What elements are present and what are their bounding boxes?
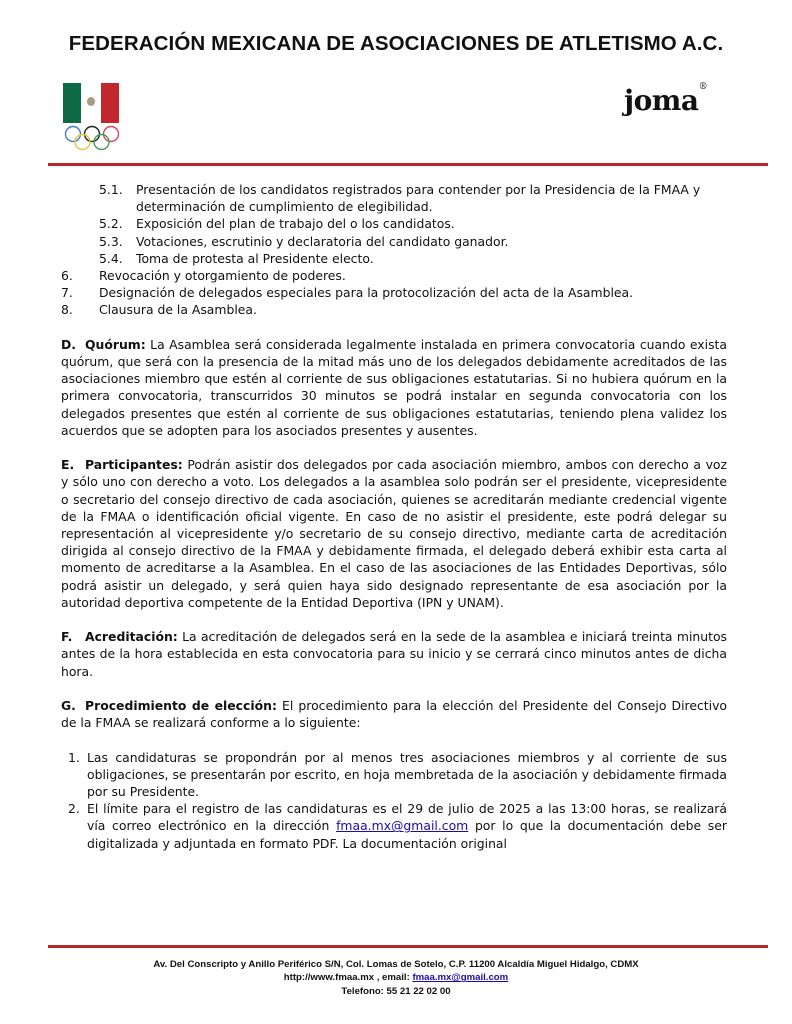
list-item: 1. Las candidaturas se propondrán por al menos tres asociaciones miembros y al corriente de sus obligaciones, se presentarán por escrito, en hoja membretada de la asociación y debidamente firmada por su Presidente. — [68, 749, 727, 800]
olympic-rings-icon — [63, 124, 121, 152]
list-item: 5.2. Exposición del plan de trabajo del o los candidatos. — [99, 216, 455, 232]
footer-phone: Telefono: 55 21 22 02 00 — [341, 985, 451, 997]
section-acreditacion: F. Acreditación: La acreditación de delegados será en la sede de la asamblea e iniciará treinta minutos antes de la hora establecida en esta convocatoria para su inicio y se cerrará cinco minutos antes de dicha hora. — [61, 629, 727, 679]
joma-logo: joma® — [624, 82, 708, 117]
footer-email-link[interactable]: fmaa.mx@gmail.com — [412, 972, 509, 984]
header-divider — [48, 163, 768, 166]
procedure-list — [61, 749, 727, 852]
list-item: 2. El límite para el registro de las candidaturas es el 29 de julio de 2025 a las 13:00 horas, se realizará vía correo electrónico en la dirección fmaa.mx@gmail.com por lo que la documentación debe ser digitalizada y adjuntada en formato PDF. La documentación original — [68, 801, 727, 851]
footer-contact: http://www.fmaa.mx , email: fmaa.mx@gmail.com — [283, 972, 509, 984]
list-item: 5.4. Toma de protesta al Presidente electo. — [99, 250, 374, 266]
agenda-list — [61, 267, 727, 319]
list-item: 5.1. Presentación de los candidatos registrados para contender por la Presidencia de la FMAA y determinación de cumplimiento de elegibilidad. — [99, 182, 701, 215]
footer — [0, 958, 792, 998]
list-item: 8. Clausura de la Asamblea. — [61, 302, 257, 318]
document-header-title: FEDERACIÓN MEXICANA DE ASOCIACIONES DE ATLETISMO A.C. — [68, 32, 724, 55]
section-quorum: D. Quórum: La Asamblea será considerada legalmente instalada en primera convocatoria cuando exista quórum, que será con la presencia de la mitad más uno de los delegados debidamente acreditados de las asociaciones miembro que estén al corriente de sus obligaciones estatutarias. Si no hubiera quórum en la primera convocatoria, transcurridos 30 minutos se podrá instalar en segunda convocatoria con los delegados presentes que estén al corriente de sus obligaciones estatutarias, teniendo plena validez los acuerdos que se adopten para los asociados presentes y ausentes. — [61, 336, 727, 438]
section-heading: Acreditación: — [85, 629, 178, 645]
footer-address: Av. Del Conscripto y Anillo Periférico S/N, Col. Lomas de Sotelo, C.P. 11200 Alcaldía Miguel Hidalgo, CDMX — [153, 959, 639, 970]
section-procedimiento: G. Procedimiento de elección: El procedimiento para la elección del Presidente del Consejo Directivo de la FMAA se realizará conforme a lo siguiente: — [61, 698, 727, 731]
agenda-sublist — [61, 181, 727, 267]
list-item: 7. Designación de delegados especiales para la protocolización del acta de la Asamblea. — [61, 285, 634, 301]
list-item: 5.3. Votaciones, escrutinio y declaratoria del candidato ganador. — [99, 233, 509, 249]
section-heading: Procedimiento de elección: — [85, 698, 277, 714]
section-heading: Participantes: — [85, 457, 183, 473]
document-body — [61, 181, 727, 852]
section-heading: Quórum: — [85, 336, 146, 352]
email-link[interactable]: fmaa.mx@gmail.com — [336, 818, 469, 834]
footer-divider — [48, 945, 768, 948]
mexico-flag-icon — [63, 83, 119, 123]
section-participantes: E. Participantes: Podrán asistir dos delegados por cada asociación miembro, ambos con derecho a voz y sólo uno con derecho a voto. Los delegados a la asamblea solo podrán ser el presidente, vicepresidente o secretario del consejo directivo de cada asociación, quienes se acreditarán mediante credencial vigente de la FMAA o identificación oficial vigente. En caso de no asistir el presidente, este podrá delegar su representación al vicepresidente y/o secretario de su consejo directivo, mediante carta de acreditación dirigida al consejo directivo de la FMAA y debidamente firmada, el delegado deberá exhibir esta carta al momento de acreditarse a la Asamblea. En el caso de las asociaciones de las Entidades Deportivas, sólo podrá asistir un delegado, y será quien haya sido designado representante de esa asociación por la autoridad deportiva competente de la Entidad Deportiva (IPN y UNAM). — [61, 457, 727, 610]
list-item: 6. Revocación y otorgamiento de poderes. — [61, 268, 346, 284]
